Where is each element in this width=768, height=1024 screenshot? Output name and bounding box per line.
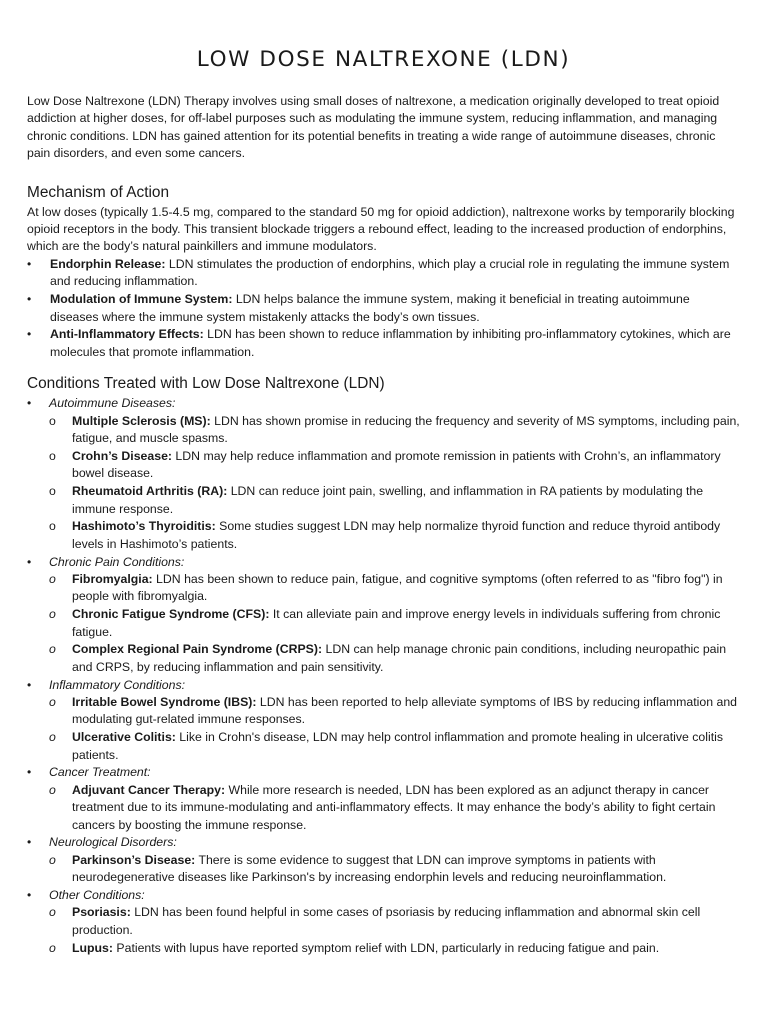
category-label: Cancer Treatment: — [49, 765, 151, 780]
condition-item — [27, 448, 740, 483]
page-title: LOW DOSE NALTREXONE (LDN) — [196, 47, 571, 72]
condition-text: There is some evidence to suggest that LDN can improve symptoms in patients with neurodegenerative diseases like Parkinson's by increasing endorphin levels and reducing neuroinflammation. — [72, 852, 667, 885]
mechanism-item — [27, 291, 740, 326]
condition-item — [27, 571, 740, 606]
category-label: Neurological Disorders: — [49, 835, 177, 850]
circle-bullet-icon: o — [49, 694, 56, 709]
condition-category-cancer — [27, 764, 740, 781]
circle-bullet-icon: o — [49, 782, 56, 797]
bullet-icon: • — [27, 887, 32, 902]
intro-paragraph: Low Dose Naltrexone (LDN) Therapy involves using small doses of naltrexone, a medication originally developed to treat opioid addiction at higher doses, for off-label purposes such as modulating the immune system, reducing inflammation, and managing chronic conditions. LDN has gained attention for its potential benefits in treating a wide range of autoimmune diseases, chronic pain disorders, and even some cancers. — [27, 94, 720, 161]
bullet-icon: • — [27, 765, 32, 780]
neurological-sublist — [27, 852, 740, 887]
condition-text: Patients with lupus have reported symptom relief with LDN, particularly in reducing fatigue and pain. — [112, 940, 660, 955]
condition-term: Parkinson’s Disease: — [72, 852, 196, 867]
condition-item — [27, 518, 740, 553]
bullet-icon: • — [27, 835, 32, 850]
condition-term: Multiple Sclerosis (MS): — [72, 413, 211, 428]
condition-category-inflammatory — [27, 677, 740, 694]
mechanism-item-text: LDN has been shown to reduce inflammation by inhibiting pro-inflammatory cytokines, which are molecules that promote inflammation. — [50, 327, 731, 359]
condition-item — [27, 606, 740, 641]
condition-term: Psoriasis: — [72, 905, 131, 920]
circle-bullet-icon: o — [49, 413, 56, 428]
circle-bullet-icon: o — [49, 519, 56, 534]
condition-term: Fibromyalgia: — [72, 571, 153, 586]
category-items-wrapper — [27, 782, 740, 834]
mechanism-item-text: LDN helps balance the immune system, making it beneficial in treating autoimmune diseases where the immune system mistakenly attacks the body’s own tissues. — [50, 292, 690, 324]
category-label: Autoimmune Diseases: — [49, 396, 176, 411]
condition-item — [27, 483, 740, 518]
mechanism-item-term: Modulation of Immune System: — [50, 292, 233, 307]
condition-category-autoimmune — [27, 395, 740, 412]
category-items-wrapper — [27, 904, 740, 957]
condition-text: LDN may help reduce inflammation and promote remission in patients with Crohn’s, an inflammatory bowel disease. — [72, 448, 721, 481]
condition-text: It can alleviate pain and improve energy levels in individuals suffering from chronic fatigue. — [72, 607, 721, 639]
condition-text: LDN can help manage chronic pain conditions, including neuropathic pain and CRPS, by reducing inflammation and pain sensitivity. — [72, 642, 727, 674]
condition-item — [27, 641, 740, 676]
condition-item — [27, 413, 740, 448]
bullet-icon: • — [27, 677, 32, 692]
bullet-icon: • — [27, 327, 32, 342]
condition-text: LDN has been shown to reduce pain, fatigue, and cognitive symptoms (often referred to as "fibro fog") in people with fibromyalgia. — [72, 571, 723, 604]
conditions-heading: Conditions Treated with Low Dose Naltrexone (LDN) — [27, 375, 385, 393]
autoimmune-sublist — [27, 413, 740, 553]
circle-bullet-icon: o — [49, 642, 56, 657]
condition-item — [27, 940, 740, 957]
condition-term: Ulcerative Colitis: — [72, 730, 176, 745]
condition-category-other — [27, 887, 740, 904]
mechanism-item — [27, 326, 740, 361]
condition-item — [27, 782, 740, 834]
circle-bullet-icon: o — [49, 484, 56, 499]
bullet-icon: • — [27, 292, 32, 307]
condition-term: Crohn’s Disease: — [72, 448, 173, 463]
mechanism-item — [27, 256, 740, 291]
bullet-icon: • — [27, 396, 32, 411]
conditions-list — [27, 395, 740, 957]
mechanism-item-term: Anti-Inflammatory Effects: — [50, 327, 204, 342]
condition-term: Irritable Bowel Syndrome (IBS): — [72, 694, 257, 709]
category-items-wrapper — [27, 413, 740, 553]
condition-text: LDN has been found helpful in some cases of psoriasis by reducing inflammation and abnormal skin cell production. — [72, 905, 701, 937]
condition-item — [27, 729, 740, 764]
circle-bullet-icon: o — [49, 571, 56, 586]
condition-term: Hashimoto’s Thyroiditis: — [72, 519, 216, 534]
condition-text: Like in Crohn's disease, LDN may help control inflammation and promote healing in ulcerative colitis patients. — [72, 730, 723, 762]
cancer-sublist — [27, 782, 740, 834]
mechanism-item-term: Endorphin Release: — [50, 256, 166, 271]
condition-text: Some studies suggest LDN may help normalize thyroid function and reduce thyroid antibody levels in Hashimoto’s patients. — [72, 519, 721, 551]
category-label: Inflammatory Conditions: — [49, 677, 186, 692]
condition-term: Chronic Fatigue Syndrome (CFS): — [72, 607, 270, 622]
condition-text: While more research is needed, LDN has been explored as an adjunct therapy in cancer treatment due to its immune-modulating and anti-inflammatory effects. It may enhance the body’s ability to fight certain cancers by boosting the immune response. — [72, 782, 716, 832]
category-label: Other Conditions: — [49, 887, 145, 902]
condition-term: Lupus: — [72, 940, 113, 955]
circle-bullet-icon: o — [49, 607, 56, 622]
condition-text: LDN has been reported to help alleviate symptoms of IBS by reducing inflammation and modulating gut-related immune responses. — [72, 694, 738, 727]
condition-text: LDN can reduce joint pain, swelling, and inflammation in RA patients by modulating the immune response. — [72, 484, 704, 516]
condition-category-neurological — [27, 834, 740, 851]
mechanism-heading: Mechanism of Action — [27, 183, 170, 201]
category-items-wrapper — [27, 852, 740, 887]
circle-bullet-icon: o — [49, 448, 56, 463]
chronic-pain-sublist — [27, 571, 740, 676]
inflammatory-sublist — [27, 694, 740, 764]
category-label: Chronic Pain Conditions: — [49, 554, 185, 569]
circle-bullet-icon: o — [49, 905, 56, 920]
bullet-icon: • — [27, 554, 32, 569]
condition-text: LDN has shown promise in reducing the frequency and severity of MS symptoms, including pain, fatigue, and muscle spasms. — [72, 413, 740, 446]
category-items-wrapper — [27, 571, 740, 676]
mechanism-item-text: LDN stimulates the production of endorphins, which play a crucial role in regulating the immune system and reducing inflammation. — [50, 256, 730, 289]
condition-term: Complex Regional Pain Syndrome (CRPS): — [72, 642, 323, 657]
condition-term: Adjuvant Cancer Therapy: — [72, 782, 226, 797]
condition-category-chronic-pain — [27, 554, 740, 571]
condition-term: Rheumatoid Arthritis (RA): — [72, 484, 228, 499]
circle-bullet-icon: o — [49, 730, 56, 745]
mechanism-list — [27, 256, 740, 361]
condition-item — [27, 904, 740, 939]
circle-bullet-icon: o — [49, 852, 56, 867]
other-sublist — [27, 904, 740, 957]
condition-item — [27, 852, 740, 887]
bullet-icon: • — [27, 256, 32, 271]
condition-item — [27, 694, 740, 729]
circle-bullet-icon: o — [49, 940, 56, 955]
mechanism-paragraph: At low doses (typically 1.5-4.5 mg, compared to the standard 50 mg for opioid addiction), naltrexone works by temporarily blocking opioid receptors in the body. This transient blockade triggers a rebound effect, leading to the increased production of endorphins, which are the body’s natural painkillers and immune modulators. — [27, 204, 735, 254]
category-items-wrapper — [27, 694, 740, 764]
